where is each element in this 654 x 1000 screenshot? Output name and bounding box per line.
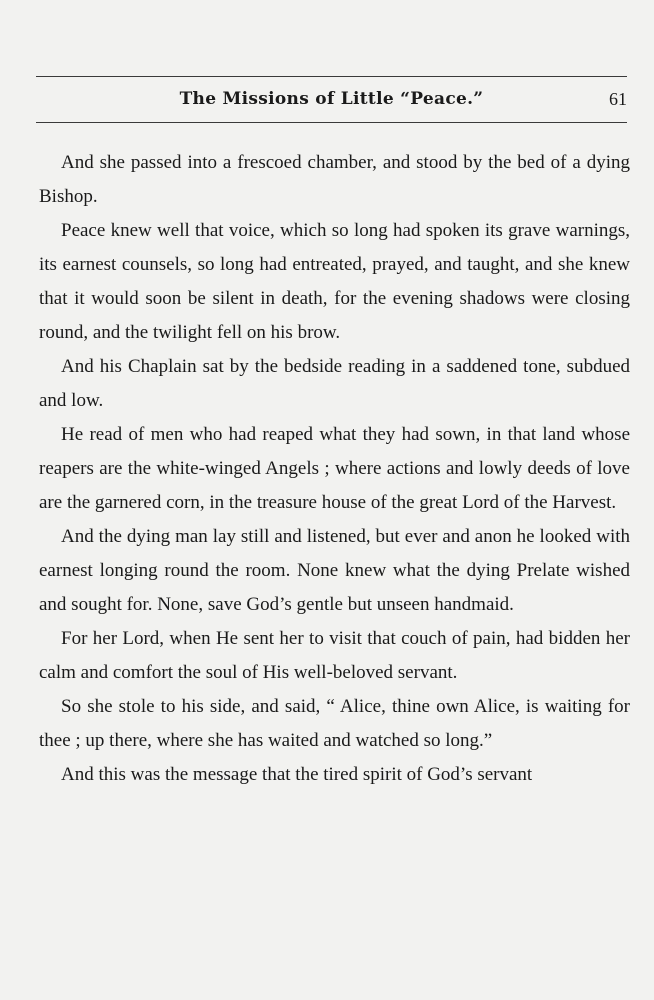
body-text [39,146,630,792]
running-head [36,86,627,112]
header-top-rule [36,76,627,77]
paragraph: So she stole to his side, and said, “ Alice, thine own Alice, is waiting for thee ; up there, where she has waited and watched so long.” [39,696,630,751]
paragraph: He read of men who had reaped what they had sown, in that land whose reapers are the white-winged Angels ; where actions and lowly deeds of love are the garnered corn, in the treasure house of the great Lord of the Harvest. [39,424,630,513]
paragraph: Peace knew well that voice, which so long had spoken its grave warnings, its earnest counsels, so long had entreated, prayed, and taught, and she knew that it would soon be silent in death, for the evening shadows were closing round, and the twilight fell on his brow. [39,220,630,343]
running-title: The Missions of Little “Peace.” [179,89,484,109]
paragraph: And this was the message that the tired spirit of God’s servant [61,764,533,785]
paragraph: For her Lord, when He sent her to visit that couch of pain, had bidden her calm and comfort the soul of His well-beloved servant. [39,628,630,683]
paragraph: And she passed into a frescoed chamber, and stood by the bed of a dying Bishop. [39,152,630,207]
paragraph: And his Chaplain sat by the bedside reading in a saddened tone, subdued and low. [39,356,630,411]
paragraph: And the dying man lay still and listened, but ever and anon he looked with earnest longing round the room. None knew what the dying Prelate wished and sought for. None, save God’s gentle but unseen handmaid. [39,526,630,615]
page-number: 61 [609,89,627,109]
header-bottom-rule [36,122,627,123]
